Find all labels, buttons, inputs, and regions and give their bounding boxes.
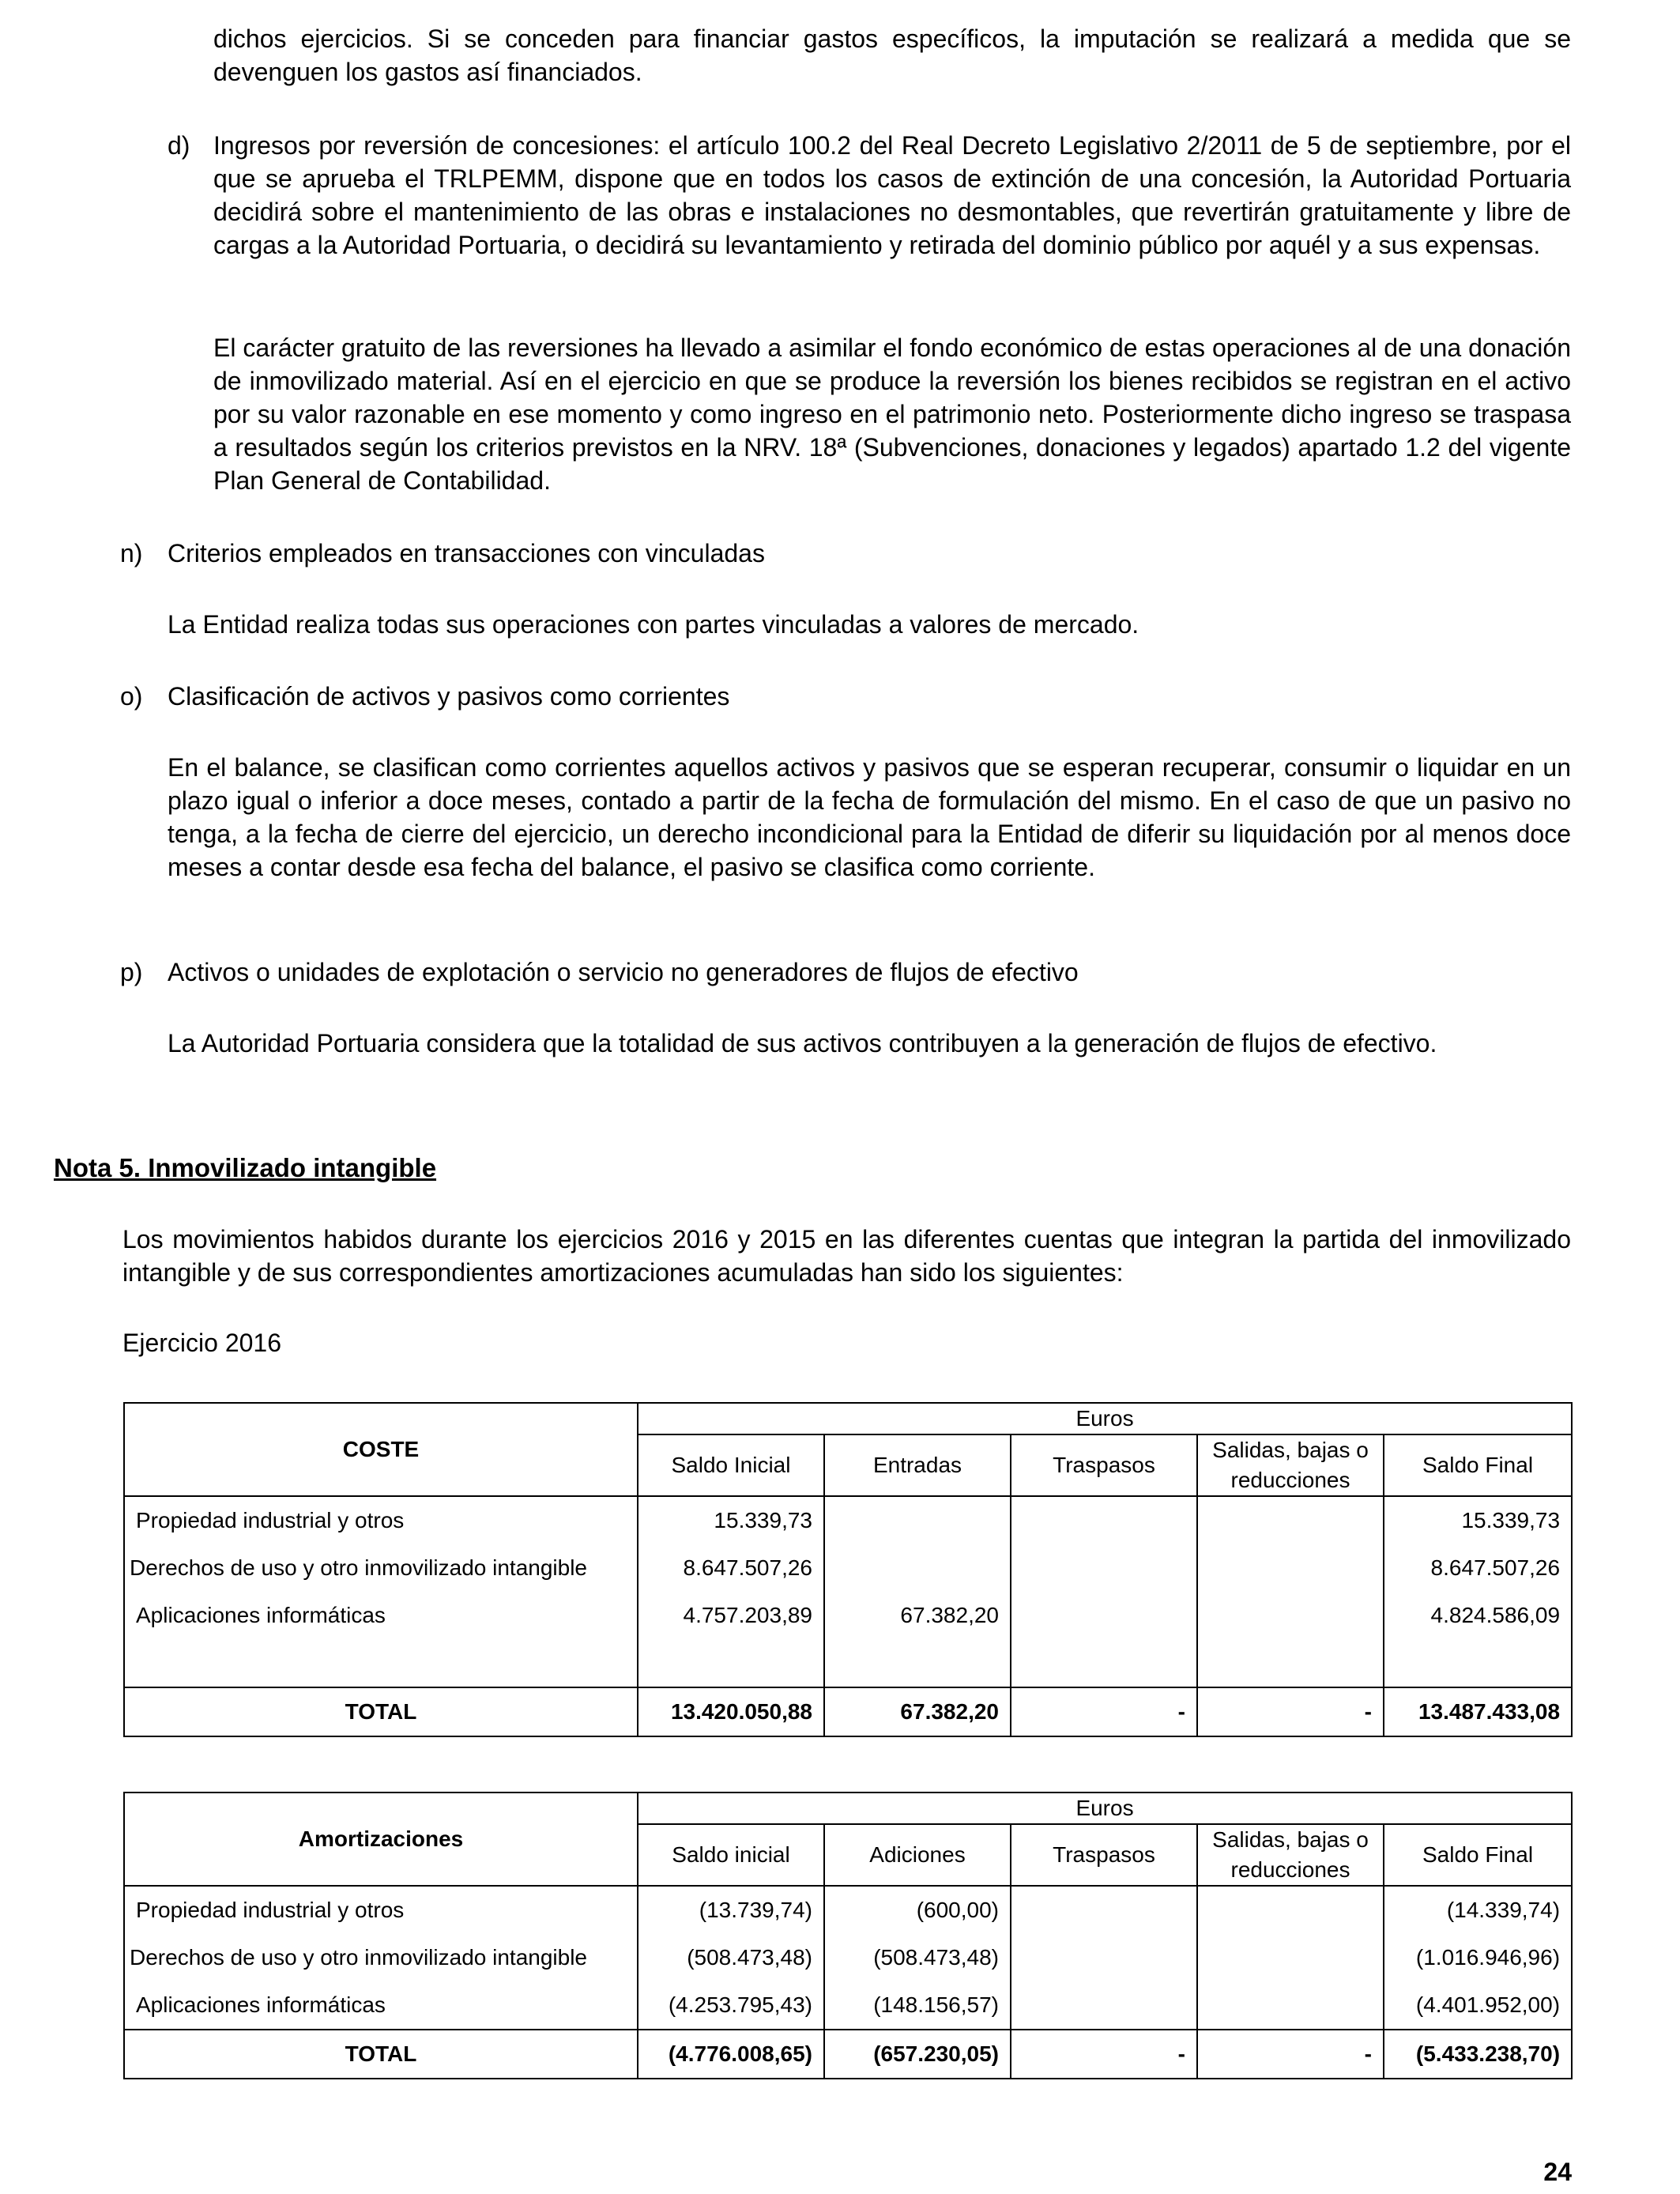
cell: (508.473,48) — [824, 1934, 1011, 1981]
cell — [1011, 1981, 1197, 2030]
item-label-o: o) — [120, 682, 143, 711]
cell: (13.739,74) — [638, 1886, 824, 1934]
total-cell: - — [1197, 1687, 1384, 1736]
cell: (148.156,57) — [824, 1981, 1011, 2030]
cell: (4.401.952,00) — [1384, 1981, 1572, 2030]
cell — [1197, 1981, 1384, 2030]
section-title-p: Activos o unidades de explotación o servicio no generadores de flujos de efectivo — [168, 958, 1079, 986]
header-euros: Euros — [638, 1793, 1572, 1824]
cell — [1197, 1496, 1384, 1544]
header-adiciones: Adiciones — [824, 1824, 1011, 1886]
cell — [1197, 1886, 1384, 1934]
total-cell: (657.230,05) — [824, 2030, 1011, 2079]
cell — [1011, 1544, 1197, 1592]
cell: (4.253.795,43) — [638, 1981, 824, 2030]
header-traspasos: Traspasos — [1011, 1434, 1197, 1496]
cell: 15.339,73 — [1384, 1496, 1572, 1544]
paragraph-flujos-efectivo: La Autoridad Portuaria considera que la totalidad de sus activos contribuyen a la generación de flujos de efectivo. — [168, 1029, 1437, 1057]
table-total-row — [124, 2030, 1572, 2079]
header-coste: COSTE — [124, 1403, 638, 1496]
table-row — [124, 1496, 1572, 1544]
row-label: Propiedad industrial y otros — [124, 1496, 638, 1544]
table-row — [124, 1981, 1572, 2030]
table-row — [124, 1886, 1572, 1934]
total-cell: - — [1011, 2030, 1197, 2079]
cell: 8.647.507,26 — [638, 1544, 824, 1592]
item-label-d: d) — [168, 131, 190, 160]
cell: 8.647.507,26 — [1384, 1544, 1572, 1592]
item-label-n: n) — [120, 539, 143, 567]
cell: (600,00) — [824, 1886, 1011, 1934]
header-traspasos: Traspasos — [1011, 1824, 1197, 1886]
header-entradas: Entradas — [824, 1434, 1011, 1496]
paragraph-reversion-concesiones: Ingresos por reversión de concesiones: el artículo 100.2 del Real Decreto Legislativo 2/2011 de 5 de septiembre, por el que se aprueba el TRLPEMM, dispone que en todos los casos de extinción de una concesión, la Autoridad Portuaria decidirá sobre el mantenimiento de las obras e instalaciones no desmontables, que revertirán gratuitamente y libre de cargas a la Autoridad Portuaria, o decidirá su levantamiento y retirada del dominio público por aquél y a sus expensas. — [213, 131, 1571, 259]
cell — [1197, 1592, 1384, 1639]
paragraph-reversion-gratuito: El carácter gratuito de las reversiones ha llevado a asimilar el fondo económico de estas operaciones al de una donación de inmovilizado material. Así en el ejercicio en que se produce la reversión los bienes recibidos se registran en el activo por su valor razonable en ese momento y como ingreso en el patrimonio neto. Posteriormente dicho ingreso se traspasa a resultados según los criterios previstos en la NRV. 18ª (Subvenciones, donaciones y legados) apartado 1.2 del vigente Plan General de Contabilidad. — [213, 334, 1571, 495]
total-label: TOTAL — [124, 1687, 638, 1736]
cell: 67.382,20 — [824, 1592, 1011, 1639]
table-coste — [123, 1402, 1573, 1737]
total-cell: - — [1011, 1687, 1197, 1736]
header-saldo-inicial: Saldo Inicial — [638, 1434, 824, 1496]
row-label: Aplicaciones informáticas — [124, 1592, 638, 1639]
paragraph-vinculadas: La Entidad realiza todas sus operaciones con partes vinculadas a valores de mercado. — [168, 610, 1139, 639]
cell — [1011, 1592, 1197, 1639]
nota5-heading: Nota 5. Inmovilizado intangible — [54, 1153, 437, 1182]
table-row — [124, 1592, 1572, 1639]
cell — [1011, 1496, 1197, 1544]
table-row — [124, 1934, 1572, 1981]
row-label: Derechos de uso y otro inmovilizado intangible — [124, 1544, 638, 1592]
section-title-n: Criterios empleados en transacciones con vinculadas — [168, 539, 765, 567]
table-row — [124, 1544, 1572, 1592]
cell: 4.824.586,09 — [1384, 1592, 1572, 1639]
cell — [824, 1544, 1011, 1592]
cell: (1.016.946,96) — [1384, 1934, 1572, 1981]
total-cell: (4.776.008,65) — [638, 2030, 824, 2079]
nota5-intro: Los movimientos habidos durante los ejercicios 2016 y 2015 en las diferentes cuentas que integran la partida del inmovilizado intangible y de sus correspondientes amortizaciones acumuladas han sido los siguientes: — [122, 1225, 1571, 1287]
row-label: Derechos de uso y otro inmovilizado intangible — [124, 1934, 638, 1981]
row-label: Aplicaciones informáticas — [124, 1981, 638, 2030]
cell — [1011, 1886, 1197, 1934]
total-cell: (5.433.238,70) — [1384, 2030, 1572, 2079]
row-label: Propiedad industrial y otros — [124, 1886, 638, 1934]
table-amortizaciones — [123, 1792, 1573, 2079]
total-label: TOTAL — [124, 2030, 638, 2079]
page-number: 24 — [1543, 2158, 1572, 2186]
cell: 15.339,73 — [638, 1496, 824, 1544]
section-title-o: Clasificación de activos y pasivos como corrientes — [168, 682, 730, 711]
header-saldo-final: Saldo Final — [1384, 1434, 1572, 1496]
total-cell: 13.420.050,88 — [638, 1687, 824, 1736]
total-cell: 13.487.433,08 — [1384, 1687, 1572, 1736]
total-cell: 67.382,20 — [824, 1687, 1011, 1736]
cell — [1011, 1934, 1197, 1981]
cell — [1197, 1544, 1384, 1592]
cell — [824, 1496, 1011, 1544]
header-euros: Euros — [638, 1403, 1572, 1434]
cell: 4.757.203,89 — [638, 1592, 824, 1639]
cell: (14.339,74) — [1384, 1886, 1572, 1934]
ejercicio-label: Ejercicio 2016 — [122, 1329, 281, 1357]
header-saldo-inicial: Saldo inicial — [638, 1824, 824, 1886]
total-cell: - — [1197, 2030, 1384, 2079]
cell: (508.473,48) — [638, 1934, 824, 1981]
table-total-row — [124, 1687, 1572, 1736]
item-label-p: p) — [120, 958, 143, 986]
table-spacer-row — [124, 1639, 1572, 1687]
cell — [1197, 1934, 1384, 1981]
header-salidas: Salidas, bajas o reducciones — [1197, 1824, 1384, 1886]
header-salidas: Salidas, bajas o reducciones — [1197, 1434, 1384, 1496]
header-saldo-final: Saldo Final — [1384, 1824, 1572, 1886]
paragraph-corrientes: En el balance, se clasifican como corrientes aquellos activos y pasivos que se esperan recuperar, consumir o liquidar en un plazo igual o inferior a doce meses, contado a partir de la fecha de formulación del mismo. En el caso de que un pasivo no tenga, a la fecha de cierre del ejercicio, un derecho incondicional para la Entidad de diferir su liquidación por al menos doce meses a contar desde esa fecha del balance, el pasivo se clasifica como corriente. — [168, 753, 1571, 881]
header-amortizaciones: Amortizaciones — [124, 1793, 638, 1886]
paragraph-grant-imputation: dichos ejercicios. Si se conceden para financiar gastos específicos, la imputación se realizará a medida que se devenguen los gastos así financiados. — [213, 25, 1571, 86]
